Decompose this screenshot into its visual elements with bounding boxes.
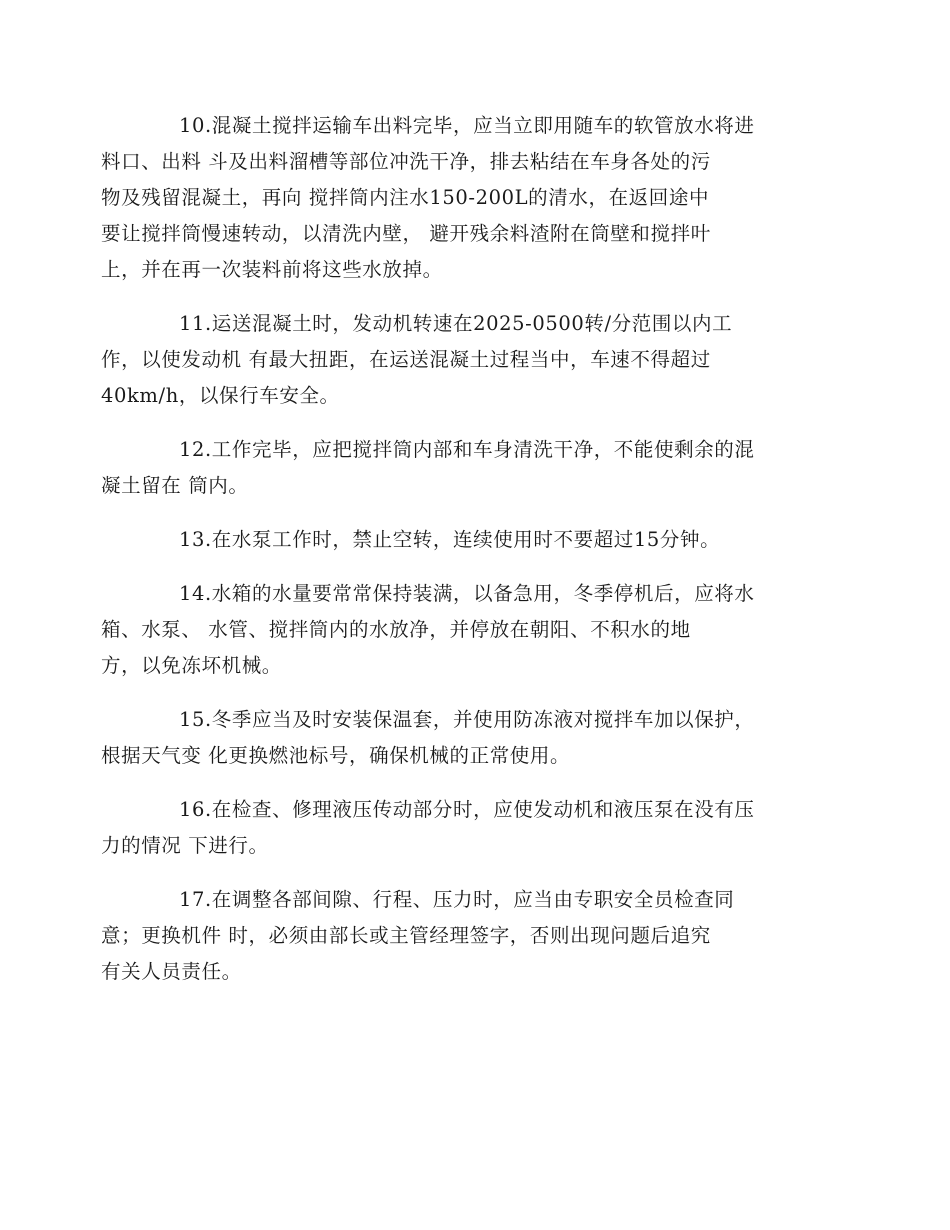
paragraph-line: 物及残留混凝土，再向 搅拌筒内注水150-200L的清水，在返回途中 (101, 186, 710, 209)
paragraph-line: 17.在调整各部间隙、行程、压力时，应当由专职安全员检查同 (179, 888, 735, 911)
paragraph-line: 16.在检查、修理液压传动部分时，应使发动机和液压泵在没有压 (179, 798, 755, 821)
paragraph-line: 力的情况 下进行。 (101, 834, 269, 857)
paragraph-line: 根据天气变 化更换燃池标号，确保机械的正常使用。 (101, 744, 571, 767)
paragraph-line: 有关人员责任。 (101, 960, 242, 983)
paragraph-14 (101, 576, 810, 684)
paragraph-11 (101, 306, 810, 414)
paragraph-line: 13.在水泵工作时，禁止空转，连续使用时不要超过15分钟。 (179, 528, 721, 551)
paragraph-line: 意；更换机件 时，必须由部长或主管经理签字，否则出现问题后追究 (101, 924, 711, 947)
paragraph-12 (101, 432, 810, 504)
paragraph-line: 料口、出料 斗及出料溜槽等部位冲洗干净，排去粘结在车身各处的污 (101, 150, 711, 173)
paragraph-line: 作，以使发动机 有最大扭距，在运送混凝土过程当中，车速不得超过 (101, 348, 711, 371)
paragraph-line: 凝土留在 筒内。 (101, 474, 249, 497)
paragraph-17 (101, 882, 810, 990)
paragraph-line: 12.工作完毕，应把搅拌筒内部和车身清洗干净，不能使剩余的混 (179, 438, 755, 461)
paragraph-13 (140, 522, 810, 558)
paragraph-line: 方，以免冻坏机械。 (101, 654, 282, 677)
document-body (101, 108, 810, 1008)
paragraph-15 (101, 702, 810, 774)
paragraph-line: 14.水箱的水量要常常保持装满，以备急用，冬季停机后，应将水 (179, 582, 755, 605)
paragraph-line: 15.冬季应当及时安装保温套，并使用防冻液对搅拌车加以保护， (179, 708, 755, 731)
paragraph-line: 要让搅拌筒慢速转动，以清洗内壁， 避开残余料渣附在筒壁和搅拌叶 (101, 222, 711, 245)
paragraph-10 (101, 108, 810, 288)
paragraph-16 (101, 792, 810, 864)
paragraph-line: 上，并在再一次装料前将这些水放掉。 (101, 258, 443, 281)
paragraph-line: 10.混凝土搅拌运输车出料完毕，应当立即用随车的软管放水将进 (179, 114, 755, 137)
paragraph-line: 40km/h，以保行车安全。 (101, 384, 340, 407)
paragraph-line: 11.运送混凝土时，发动机转速在2025-0500转/分范围以内工 (179, 312, 733, 335)
paragraph-line: 箱、水泵、 水管、搅拌筒内的水放净，并停放在朝阳、不积水的地 (101, 618, 691, 641)
